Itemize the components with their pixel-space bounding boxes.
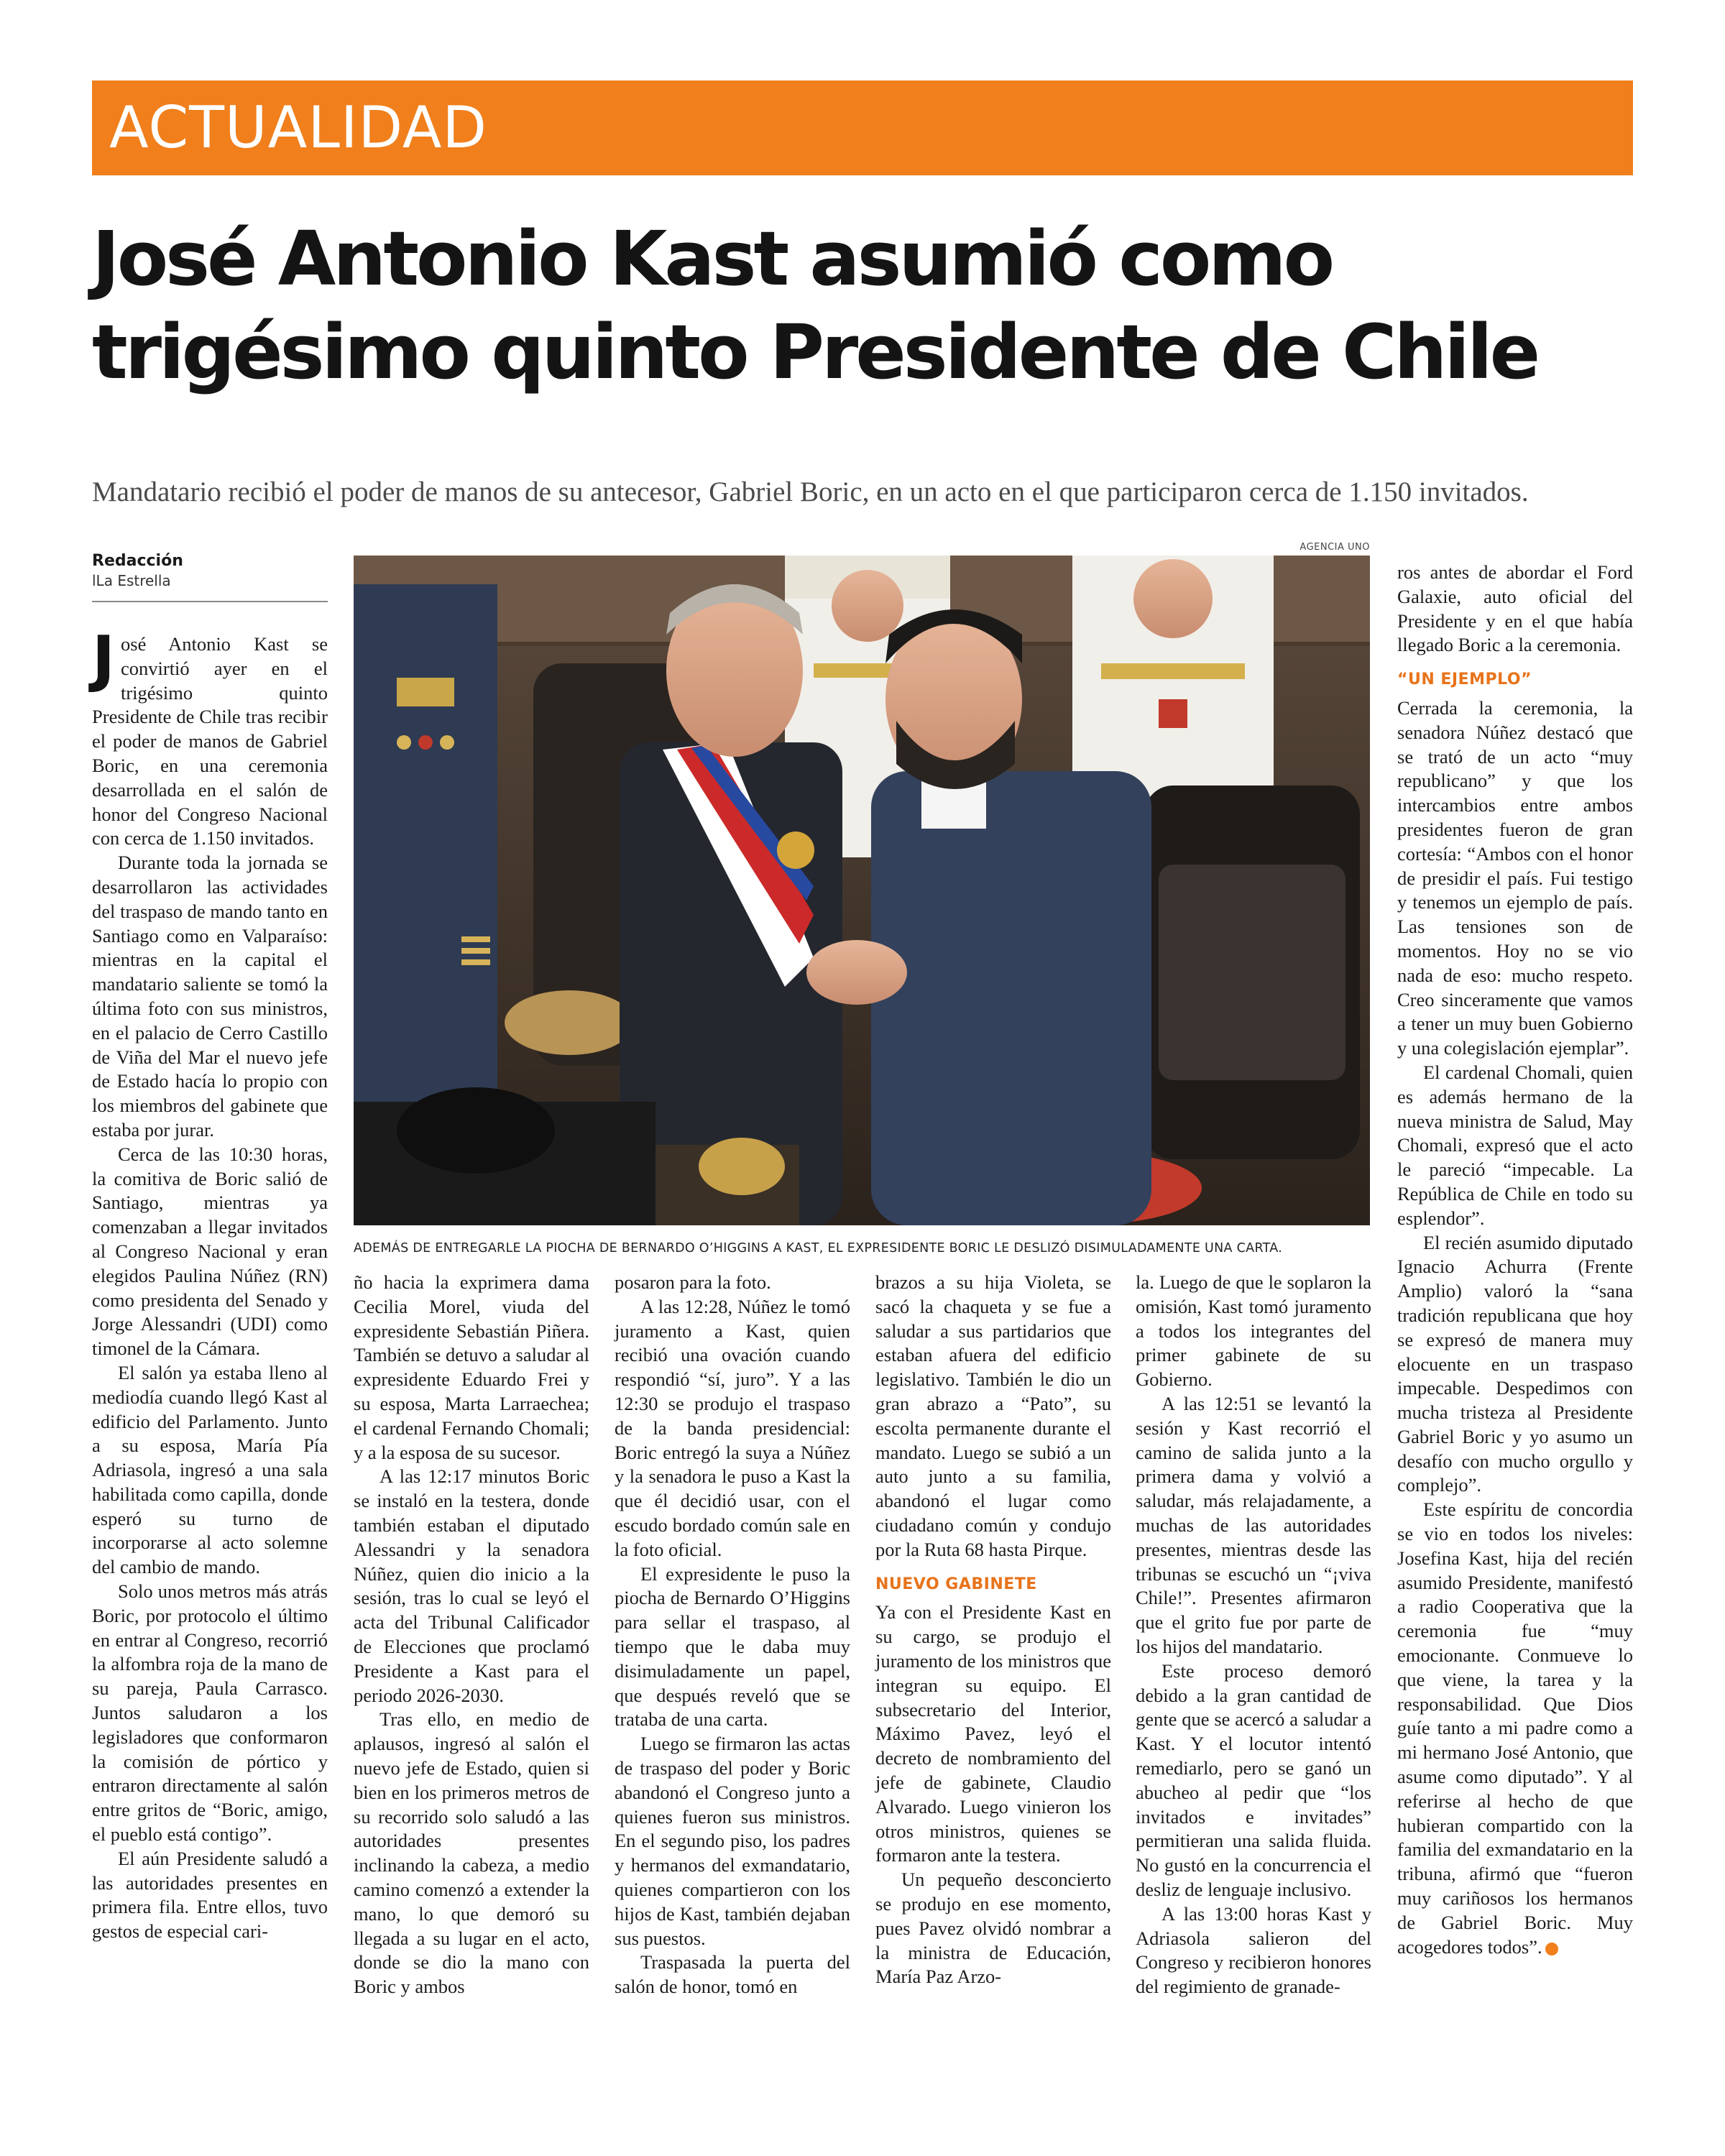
section-label: ACTUALIDAD bbox=[109, 94, 488, 161]
article-paragraph: Cerrada la ceremonia, la senadora Núñez destacó que se trató de un acto “muy republicano” y que los intercambios entre ambos presidentes fueron de gran cortesía: “Ambos con el honor de presidir el país. Fui testigo y tenemos un ejemplo de país. Las tensiones son de momentos. Hoy no se vio nada de eso: mucho respeto. Creo sinceramente que vamos a tener un muy buen Gobierno y una colegislación ejemplar”. bbox=[1397, 696, 1633, 1059]
article-column-5 bbox=[1136, 1271, 1371, 1999]
article-paragraph: El expresidente le puso la piocha de Bernardo O’Higgins para sellar el traspaso, al tiempo que le daba muy disimuladamente un papel, que después reveló que se trataba de una carta. bbox=[615, 1562, 850, 1731]
article-paragraph: El salón ya estaba lleno al mediodía cuando llegó Kast al edificio del Parlamento. Junto a su esposa, María Pía Adriasola, ingresó a una sala habilitada como capilla, donde esperó su turno de incorporarse al acto solemne del cambio de mando. bbox=[92, 1361, 328, 1578]
article-paragraph: Durante toda la jornada se desarrollaron las actividades del traspaso de mando tanto en Santiago como en Valparaíso: mientras en la capital el mandatario saliente se tomó la última foto con sus ministros, en el palacio de Cerro Castillo de Viña del Mar el nuevo jefe de Estado hacía lo propio con los miembros del gabinete que estaba por jurar. bbox=[92, 852, 328, 1141]
article-paragraph: A las 12:17 minutos Boric se instaló en la testera, donde también estaban el diputado Alessandri y la senadora Núñez, quien dio inicio a la sesión, tras lo cual se leyó el acta del Tribunal Calificador de Elecciones que proclamó Presidente a Kast para el periodo 2026-2030. bbox=[354, 1465, 589, 1706]
article-paragraph: Luego se firmaron las actas de traspaso del poder y Boric abandonó el Congreso junto a quienes fueron sus ministros. En el segundo piso, los padres y hermanos del exmandatario, quienes compartieron con los hijos de Kast, también dejaban sus puestos. bbox=[615, 1733, 850, 1949]
article-paragraph: ño hacia la exprimera dama Cecilia Morel, viuda del expresidente Sebastián Piñera. También se detuvo a saludar al expresidente Eduardo Frei y su esposa, Marta Larraechea; el cardenal Fernando Chomali; y a la esposa de su sucesor. bbox=[354, 1271, 589, 1463]
article-paragraph: Tras ello, en medio de aplausos, ingresó al salón el nuevo jefe de Estado, quien si bien en los primeros metros de su recorrido solo saludó a las autoridades presentes inclinando la cabeza, a medio camino comenzó a extender la mano, lo que demoró su llegada a su lugar en el acto, donde se dio la mano con Boric y ambos bbox=[354, 1708, 589, 1998]
article-paragraph: ros antes de abordar el Ford Galaxie, auto oficial del Presidente y en el que había llegado Boric a la ceremonia. bbox=[1397, 561, 1633, 656]
headline: José Antonio Kast asumió como trigésimo quinto Presidente de Chile bbox=[92, 215, 1538, 396]
article-column-2 bbox=[354, 1271, 589, 1999]
section-banner bbox=[92, 80, 1633, 175]
deck-subtitle: Mandatario recibió el poder de manos de su antecesor, Gabriel Boric, en un acto en el que participaron cerca de 1.150 invitados. bbox=[92, 476, 1529, 507]
byline-outlet: lLa Estrella bbox=[92, 572, 171, 589]
subhead-un-ejemplo: “UN EJEMPLO” bbox=[1397, 671, 1532, 689]
article-paragraph: A las 12:28, Núñez le tomó juramento a Kast, quien recibió una ovación cuando respondió “sí, juro”. Y a las 12:30 se produjo el traspaso de la banda presidencial: Boric entregó la suya a Núñez y la senadora le puso a Kast la que él decidió usar, con el escudo bordado común sale en la foto oficial. bbox=[615, 1295, 850, 1560]
article-paragraph: Este proceso demoró debido a la gran cantidad de gente que se acercó a saludar a Kast. Y el locutor intentó remediarlo, pero se ganó un abucheo al pedir que “los invitados e invitades” permitieran una salida fluida. No gustó en la concurrencia el desliz de lenguaje inclusivo. bbox=[1136, 1659, 1371, 1900]
article-paragraph: Solo unos metros más atrás Boric, por protocolo el último en entrar al Congreso, recorrió la alfombra roja de la mano de su pareja, Paula Carrasco. Juntos saludaron a los legisladores que conformaron la comisión de pórtico y entraron directamente al salón entre gritos de “Boric, amigo, el pueblo está contigo”. bbox=[92, 1580, 328, 1846]
photo-caption: ADEMÁS DE ENTREGARLE LA PIOCHA DE BERNARDO O’HIGGINS A KAST, EL EXPRESIDENTE BORIC LE DESLIZÓ DISIMULADAMENTE UNA CARTA. bbox=[354, 1241, 1283, 1256]
article-paragraph: A las 12:51 se levantó la sesión y Kast recorrió el camino de salida junto a la primera dama y volvió a saludar, más relajadamente, a muchas de las autoridades presentes, mientras desde las tribunas se escuchó un “¡viva Chile!”. Presentes afirmaron que el grito fue por parte de los hijos del mandatario. bbox=[1136, 1392, 1371, 1657]
article-paragraph: posaron para la foto. bbox=[615, 1271, 771, 1293]
photo-credit: AGENCIA UNO bbox=[1300, 542, 1370, 553]
article-paragraph: A las 13:00 horas Kast y Adriasola salieron del Congreso y recibieron honores del regimiento de granade- bbox=[1136, 1902, 1371, 1998]
article-paragraph: brazos a su hija Violeta, se sacó la chaqueta y se fue a saludar a sus partidarios que estaban afuera del edificio legislativo. También le dio un gran abrazo a “Pato”, su escolta permanente durante el mandato. Luego se subió a un auto junto a su familia, abandonó el lugar como ciudadano común y condujo por la Ruta 68 hasta Pirque. bbox=[875, 1271, 1111, 1560]
article-paragraph: Cerca de las 10:30 horas, la comitiva de Boric salió de Santiago, mientras ya comenzaban a llegar invitados al Congreso Nacional y eran elegidos Paulina Núñez (RN) como presidenta del Senado y Jorge Alessandri (UDI) como timonel de la Cámara. bbox=[92, 1143, 328, 1360]
byline bbox=[92, 552, 328, 589]
end-of-article-icon bbox=[1545, 1943, 1558, 1955]
article-paragraph: Este espíritu de concordia se vio en todos los niveles: Josefina Kast, hija del recién asumido Presidente, manifestó a radio Cooperativa que la ceremonia fue “muy emocionante. Conmueve lo que viene, la tarea y la responsabilidad. Que Dios guíe tanto a mi padre como a mi hermano José Antonio, que asume como diputado”. Y al referirse al hecho de que hubieran compartido con la familia del exmandatario en la tribuna, afirmó que “fueron muy cariñosos los hermanos de Gabriel Boric. Muy acogedores todos”. bbox=[1397, 1498, 1633, 1958]
article-paragraph: la. Luego de que le soplaron la omisión, Kast tomó juramento a todos los integrantes del primer gabinete de su Gobierno. bbox=[1136, 1271, 1371, 1391]
byline-divider bbox=[92, 601, 328, 602]
drop-cap: J bbox=[92, 623, 115, 695]
article-paragraph: El recién asumido diputado Ignacio Achurra (Frente Amplio) valoró la “sana tradición republicana que hoy se expresó de manera muy elocuente en un traspaso impecable. Despedimos con mucha tristeza al Presidente Gabriel Boric y yo asumo un desafío con mucho orgullo y complejo”. bbox=[1397, 1231, 1633, 1496]
article-column-3 bbox=[615, 1271, 850, 1999]
article-paragraph: José Antonio Kast se convirtió ayer en el trigésimo quinto Presidente de Chile tras recibir el poder de manos de Gabriel Boric, en una ceremonia desarrollada en el salón de honor del Congreso Nacional con cerca de 1.150 invitados. bbox=[92, 623, 328, 849]
article-paragraph: Traspasada la puerta del salón de honor, tomó en bbox=[615, 1951, 850, 1998]
byline-author: Redacción bbox=[92, 552, 183, 570]
photo-illustration bbox=[354, 556, 1370, 1225]
subhead-nuevo-gabinete: NUEVO GABINETE bbox=[875, 1575, 1037, 1593]
article-column-1 bbox=[92, 623, 328, 1944]
article-column-6 bbox=[1397, 561, 1633, 1959]
article-paragraph: Ya con el Presidente Kast en su cargo, se produjo el juramento de los ministros que integran su equipo. El subsecretario del Interior, Máximo Pavez, leyó el decreto de nombramiento del jefe de gabinete, Claudio Alvarado. Luego vinieron los otros ministros, quienes se formaron ante la testera. bbox=[875, 1601, 1111, 1866]
article-paragraph: El aún Presidente saludó a las autoridades presentes en primera fila. Entre ellos, tuvo gestos de especial cari- bbox=[92, 1847, 328, 1943]
article-paragraph: El cardenal Chomali, quien es además hermano de la nueva ministra de Salud, May Chomali, expresó que el acto le pareció “impecable. La República de Chile en todo su esplendor”. bbox=[1397, 1061, 1633, 1229]
main-photo bbox=[354, 556, 1370, 1225]
article-paragraph: Un pequeño desconcierto se produjo en ese momento, pues Pavez olvidó nombrar a la ministra de Educación, María Paz Arzo- bbox=[875, 1869, 1111, 1988]
article-column-4 bbox=[875, 1271, 1111, 1989]
